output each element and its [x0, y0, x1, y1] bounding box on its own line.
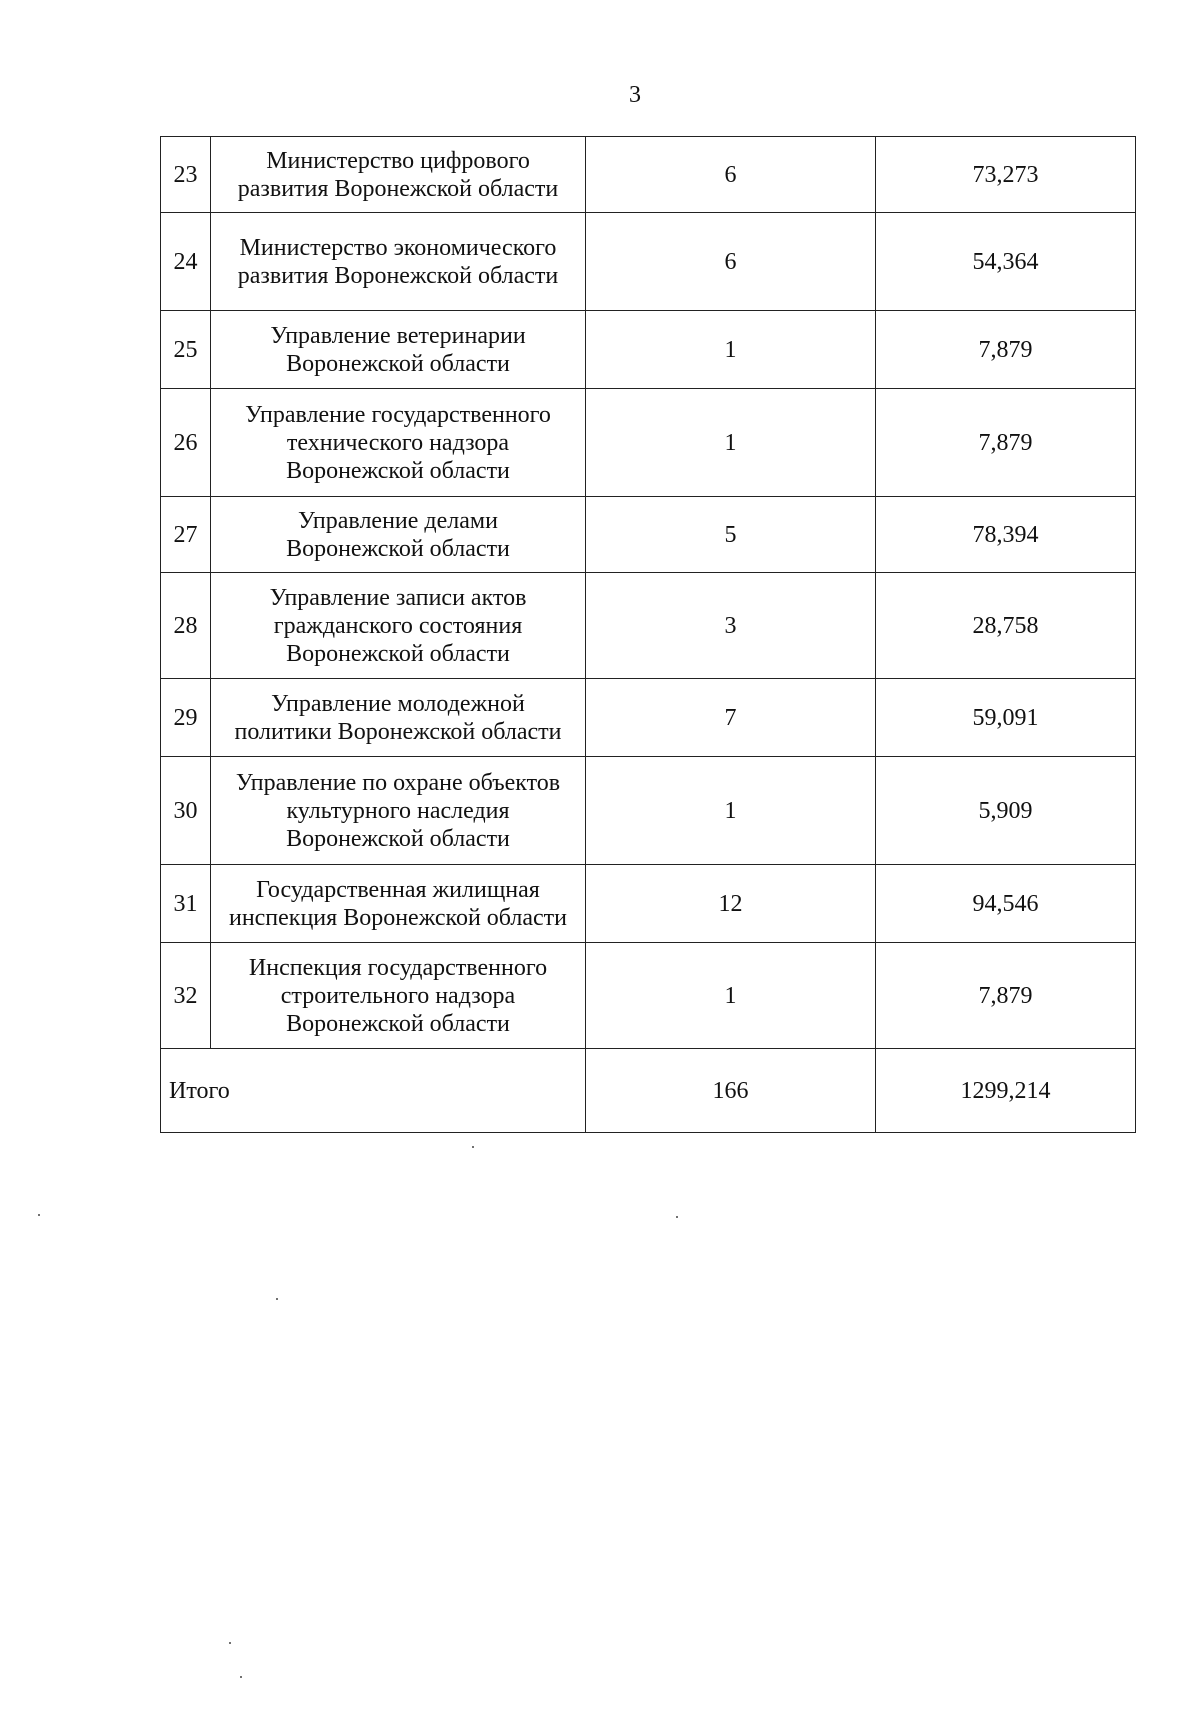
table-row [161, 757, 1136, 865]
count-cell: 1 [586, 757, 876, 865]
row-number: 27 [161, 497, 211, 573]
organization-name: Управление делами Воронежской области [211, 497, 586, 573]
amount-cell: 5,909 [876, 757, 1136, 865]
organization-name: Управление по охране объектов культурного наследия Воронежской области [211, 757, 586, 865]
table-row [161, 943, 1136, 1049]
organization-name: Министерство цифрового развития Воронежской области [211, 137, 586, 213]
allocation-table [160, 136, 1136, 1133]
table-body [161, 137, 1136, 1133]
organization-name: Инспекция государственного строительного надзора Воронежской области [211, 943, 586, 1049]
total-count: 166 [586, 1049, 876, 1133]
scan-speck [472, 1146, 474, 1148]
row-number: 30 [161, 757, 211, 865]
table-row [161, 679, 1136, 757]
amount-cell: 59,091 [876, 679, 1136, 757]
scan-speck [240, 1676, 242, 1678]
row-number: 28 [161, 573, 211, 679]
organization-name: Управление ветеринарии Воронежской области [211, 311, 586, 389]
table-row [161, 137, 1136, 213]
row-number: 32 [161, 943, 211, 1049]
organization-name: Министерство экономического развития Воронежской области [211, 213, 586, 311]
count-cell: 7 [586, 679, 876, 757]
count-cell: 6 [586, 213, 876, 311]
amount-cell: 7,879 [876, 943, 1136, 1049]
organization-name: Государственная жилищная инспекция Воронежской области [211, 865, 586, 943]
scan-speck [676, 1216, 678, 1218]
scan-speck [276, 1298, 278, 1300]
total-label: Итого [161, 1049, 586, 1133]
row-number: 23 [161, 137, 211, 213]
amount-cell: 28,758 [876, 573, 1136, 679]
amount-cell: 7,879 [876, 389, 1136, 497]
count-cell: 12 [586, 865, 876, 943]
scan-speck [38, 1214, 40, 1216]
count-cell: 3 [586, 573, 876, 679]
total-row [161, 1049, 1136, 1133]
count-cell: 1 [586, 389, 876, 497]
row-number: 26 [161, 389, 211, 497]
amount-cell: 54,364 [876, 213, 1136, 311]
total-amount: 1299,214 [876, 1049, 1136, 1133]
table-row [161, 497, 1136, 573]
amount-cell: 78,394 [876, 497, 1136, 573]
table-row [161, 389, 1136, 497]
amount-cell: 7,879 [876, 311, 1136, 389]
table-row [161, 311, 1136, 389]
row-number: 29 [161, 679, 211, 757]
scan-speck [229, 1642, 231, 1644]
page-number: 3 [629, 82, 641, 108]
amount-cell: 73,273 [876, 137, 1136, 213]
table-row [161, 865, 1136, 943]
table-row [161, 573, 1136, 679]
amount-cell: 94,546 [876, 865, 1136, 943]
count-cell: 5 [586, 497, 876, 573]
count-cell: 6 [586, 137, 876, 213]
table-row [161, 213, 1136, 311]
organization-name: Управление молодежной политики Воронежской области [211, 679, 586, 757]
row-number: 24 [161, 213, 211, 311]
count-cell: 1 [586, 311, 876, 389]
organization-name: Управление записи актов гражданского состояния Воронежской области [211, 573, 586, 679]
row-number: 31 [161, 865, 211, 943]
count-cell: 1 [586, 943, 876, 1049]
organization-name: Управление государственного технического надзора Воронежской области [211, 389, 586, 497]
row-number: 25 [161, 311, 211, 389]
